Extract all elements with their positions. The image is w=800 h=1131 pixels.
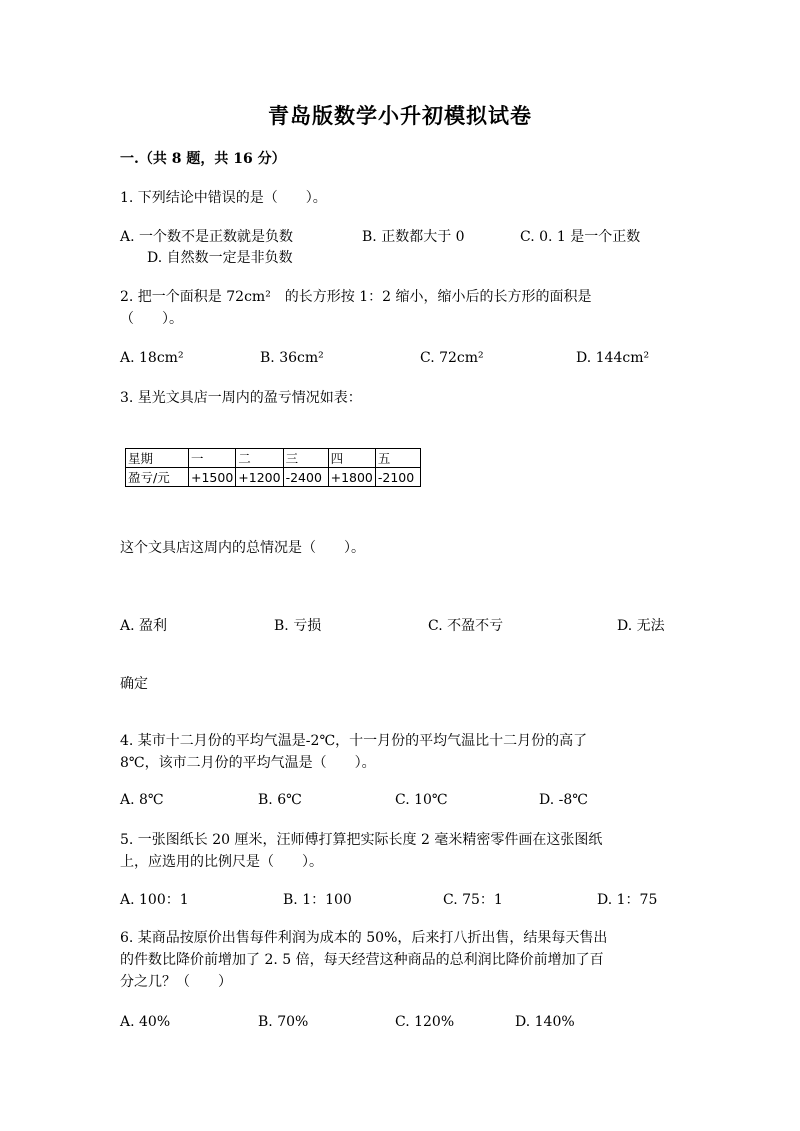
- table-header-row: [126, 449, 421, 468]
- page-title: 青岛版数学小升初模拟试卷: [268, 103, 532, 128]
- table-header-label: 星期: [126, 449, 189, 468]
- q6-option-d: D. 140%: [515, 1014, 575, 1030]
- question-4-stem-line-1: 4. 某市十二月份的平均气温是-2℃，十一月份的平均气温比十二月份的高了: [120, 733, 588, 749]
- question-5-stem-line-1: 5. 一张图纸长 20 厘米，汪师傅打算把实际长度 2 毫米精密零件画在这张图纸: [120, 832, 603, 848]
- q2-option-c: C. 72cm²: [420, 350, 484, 366]
- q1-option-c: C. 0. 1 是一个正数: [520, 229, 641, 245]
- table-day-cell: 四: [328, 449, 375, 468]
- q6-option-c: C. 120%: [395, 1014, 455, 1030]
- question-2-stem-line-1: 2. 把一个面积是 72cm² 的长方形按 1：2 缩小，缩小后的长方形的面积是: [120, 289, 592, 305]
- table-day-cell: 二: [236, 449, 283, 468]
- q3-option-d-continued: 确定: [120, 676, 148, 692]
- q3-option-c: C. 不盈不亏: [428, 618, 504, 634]
- q3-option-a: A. 盈利: [120, 618, 168, 634]
- section-heading: 一.（共 8 题，共 16 分）: [120, 151, 286, 167]
- table-row-label: 盈亏/元: [126, 468, 189, 487]
- q4-option-c: C. 10℃: [395, 792, 448, 808]
- q5-option-d: D. 1：75: [597, 892, 658, 908]
- table-day-cell: 一: [189, 449, 236, 468]
- question-3-stem: 3. 星光文具店一周内的盈亏情况如表：: [120, 390, 362, 406]
- q2-option-a: A. 18cm²: [120, 350, 184, 366]
- q3-option-b: B. 亏损: [274, 618, 322, 634]
- question-6-stem-line-3: 分之几？（ ）: [120, 974, 232, 990]
- question-3-follow-up: 这个文具店这周内的总情况是（ ）。: [120, 540, 365, 556]
- question-4-stem-line-2: 8℃，该市二月份的平均气温是（ ）。: [120, 755, 376, 771]
- table-value-row: [126, 468, 421, 487]
- question-2-stem-line-2: （ ）。: [120, 311, 183, 327]
- q1-option-d: D. 自然数一定是非负数: [147, 250, 293, 266]
- q5-option-c: C. 75：1: [443, 892, 503, 908]
- question-1-stem: 1. 下列结论中错误的是（ ）。: [120, 190, 327, 206]
- q6-option-b: B. 70%: [258, 1014, 309, 1030]
- q1-option-a: A. 一个数不是正数就是负数: [120, 229, 294, 245]
- table-day-cell: 五: [375, 449, 420, 468]
- q1-option-b: B. 正数都大于 0: [362, 229, 465, 245]
- q2-option-b: B. 36cm²: [260, 350, 324, 366]
- q4-option-b: B. 6℃: [258, 792, 302, 808]
- table-value-cell: +1200: [236, 468, 283, 487]
- q2-option-d: D. 144cm²: [576, 350, 650, 366]
- q3-option-d: D. 无法: [617, 618, 665, 634]
- table-value-cell: +1800: [328, 468, 375, 487]
- q4-option-a: A. 8℃: [120, 792, 164, 808]
- question-5-stem-line-2: 上，应选用的比例尺是（ ）。: [120, 854, 323, 870]
- q4-option-d: D. -8℃: [539, 792, 588, 808]
- profit-loss-table: [125, 448, 421, 487]
- q5-option-b: B. 1：100: [283, 892, 352, 908]
- question-6-stem-line-2: 的件数比降价前增加了 2. 5 倍，每天经营这种商品的总利润比降价前增加了百: [120, 952, 604, 968]
- table-value-cell: -2100: [375, 468, 420, 487]
- table-value-cell: +1500: [189, 468, 236, 487]
- table-day-cell: 三: [283, 449, 328, 468]
- q5-option-a: A. 100：1: [120, 892, 189, 908]
- question-6-stem-line-1: 6. 某商品按原价出售每件利润为成本的 50%，后来打八折出售，结果每天售出: [120, 930, 608, 946]
- q6-option-a: A. 40%: [120, 1014, 171, 1030]
- table-value-cell: -2400: [283, 468, 328, 487]
